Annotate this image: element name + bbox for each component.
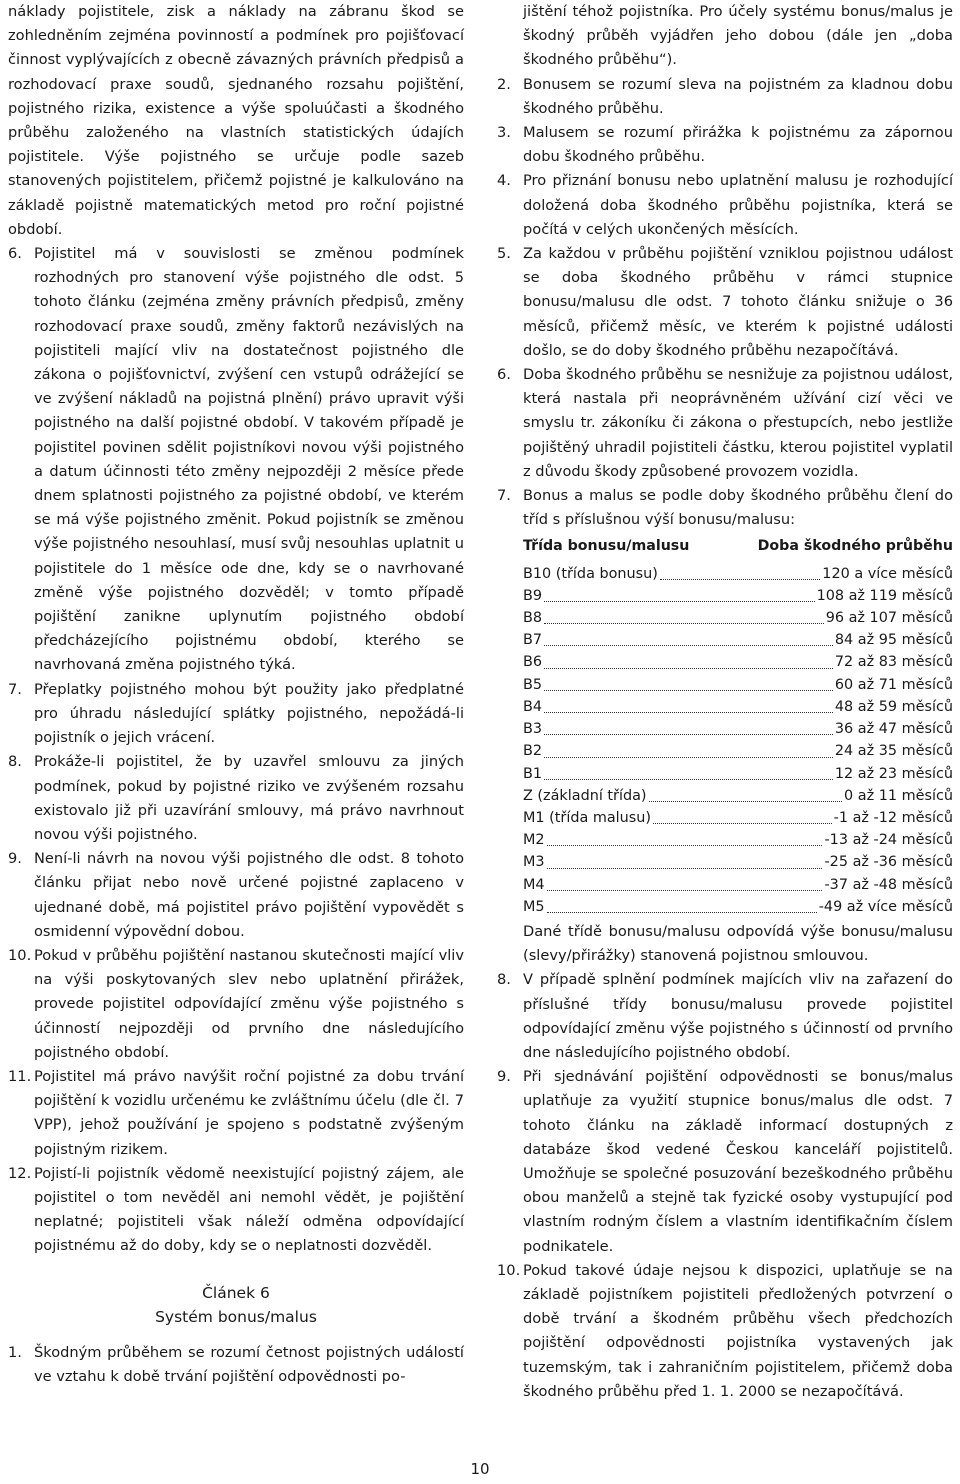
article-title: Článek 6 (202, 1283, 270, 1302)
item-number: 8. (8, 753, 22, 771)
item-text: Doba škodného průběhu se nesnižuje za pojistnou událost, která nastala při neoprávněném užívání cizí věci ve smyslu tr. zákoníku či zákona o přestupcích, nebo jestliže pojištěný uhradil pojistiteli částku, kterou pojistitel vyplatil z důvodu škody způsobené provozem vozidla. (523, 366, 953, 480)
item-number: 9. (8, 850, 22, 868)
period-cell: 84 až 95 měsíců (834, 632, 953, 649)
class-cell: B2 (523, 743, 543, 760)
class-cell: B1 (523, 765, 543, 782)
class-cell: B7 (523, 632, 543, 649)
item-text: Není-li návrh na novou výši pojistného dle odst. 8 tohoto článku přijat nebo nově určené pojistné zaplaceno v ujednané době, má pojistitel právo pojištění vypovědět s osmidenní výpovědní dobou. (34, 850, 464, 940)
table-row (523, 896, 953, 918)
dot-leader (544, 668, 833, 669)
dot-leader (544, 623, 824, 624)
period-cell: 60 až 71 měsíců (834, 676, 953, 693)
period-cell: 24 až 35 měsíců (834, 743, 953, 760)
item-text: Pokud takové údaje nejsou k dispozici, uplatňuje se na základě pojistníkem pojistiteli předložených potvrzení o době trvání a škodném průběhu všech předchozích pojištění odpovědnosti pojistníka vystavených jak tuzemským, tak i zahraničním pojistitelem, přičemž doba škodného průběhu před 1. 1. 2000 se nezapočítává. (523, 1261, 953, 1400)
class-cell: M5 (523, 898, 545, 915)
item-number: 5. (497, 245, 511, 263)
table-row (523, 785, 953, 807)
list-item (497, 169, 953, 242)
table-header (523, 534, 953, 558)
right-item-list-a (497, 73, 953, 533)
item-number: 4. (497, 172, 511, 190)
table-row (523, 607, 953, 629)
item-number: 7. (497, 487, 511, 505)
item-number: 6. (497, 366, 511, 384)
item-text: Za každou v průběhu pojištění vzniklou pojistnou událost se doba škodného průběhu v rámci stupnice bonusu/malusu dle odst. 7 tohoto článku snižuje o 36 měsíců, přičemž měsíc, ve kterém k pojistné události došlo, se do doby škodného průběhu nezapočítává. (523, 245, 953, 359)
dot-leader (547, 868, 823, 869)
item-text: Pojistitel má právo navýšit roční pojistné za dobu trvání pojištění k vozidlu určenému ke zvláštnímu účelu (dle čl. 7 VPP), jehož používání je spojeno s podstatně zvýšeným pojistným rizikem. (34, 1067, 464, 1158)
dot-leader (544, 779, 833, 780)
list-item (497, 1065, 953, 1259)
item-text: Pojistitel má v souvislosti se změnou podmínek rozhodných pro stanovení výše pojistného dle odst. 5 tohoto článku (zejména změny právních předpisů, změny rozhodovací praxe soudů, změny faktorů nezávislých na pojistiteli mající vliv na dostatečnost pojistného dle zákona o pojišťovnictví, zvýšení cen vstupů odrážející se ve zvýšení nákladů na pojistná plnění) právo upravit výši pojistného na další pojistné období. V takovém případě je pojistitel povinen sdělit pojistníkovi novou výši pojistného a datum účinnosti této změny nejpozději 2 měsíce přede dnem splatnosti pojistného za pojistné období, ve kterém se má výše pojistného změnit. Pokud pojistník se změnou výše pojistného nesouhlasí, musí svůj nesouhlas uplatnit u pojistitele do 1 měsíce ode dne, kdy se o navrhované změně výše pojistného dozvěděl; v tomto případě pojištění zanikne uplynutím pojistného období předcházejícího pojistnému období, kterého se navrhovaná změna pojistného týká. (34, 245, 464, 674)
item-text: Malusem se rozumí přirážka k pojistnému za zápornou dobu škodného průběhu. (523, 124, 953, 166)
list-item (8, 750, 464, 847)
dot-leader (547, 890, 823, 891)
period-cell: -13 až -24 měsíců (824, 832, 953, 849)
list-item (8, 1065, 464, 1162)
dot-leader (649, 801, 843, 802)
class-cell: M4 (523, 876, 545, 893)
period-cell: 120 a více měsíců (822, 565, 953, 582)
table-row (523, 651, 953, 673)
list-item (497, 242, 953, 363)
table-row (523, 563, 953, 585)
class-cell: B9 (523, 587, 543, 604)
period-cell: 72 až 83 měsíců (834, 654, 953, 671)
item-text: Bonus a malus se podle doby škodného průběhu člení do tříd s příslušnou výší bonusu/malusu: (523, 487, 953, 529)
table-row (523, 696, 953, 718)
list-item (497, 968, 953, 1065)
period-cell: 36 až 47 měsíců (834, 721, 953, 738)
table-rows (523, 563, 953, 918)
list-item (497, 73, 953, 121)
continued-paragraph: jištění téhož pojistníka. Pro účely systému bonus/malus je škodný průběh vyjádřen jeho dobou (dále jen „doba škodného průběhu“). (523, 3, 953, 69)
item-text: Škodným průběhem se rozumí četnost pojistných událostí ve vztahu k době trvání pojištění odpovědnosti po- (34, 1343, 464, 1386)
period-cell: -1 až -12 měsíců (833, 809, 953, 826)
item-text: Bonusem se rozumí sleva na pojistném za kladnou dobu škodného průběhu. (523, 75, 953, 117)
period-cell: -37 až -48 měsíců (824, 876, 953, 893)
item-number: 9. (497, 1068, 511, 1086)
dot-leader (660, 579, 820, 580)
dot-leader (547, 845, 823, 846)
list-item (8, 1341, 464, 1389)
item-number: 12. (8, 1164, 32, 1182)
left-column (8, 0, 464, 1389)
period-cell: 0 až 11 měsíců (844, 787, 953, 804)
period-cell: 12 až 23 měsíců (834, 765, 953, 782)
item-number: 1. (8, 1343, 22, 1361)
right-column (497, 0, 953, 1404)
page-number: 10 (470, 1460, 490, 1478)
table-row (523, 807, 953, 829)
item-number: 2. (497, 75, 511, 93)
period-cell: 108 až 119 měsíců (816, 587, 953, 604)
item-number: 11. (8, 1067, 32, 1085)
dot-leader (544, 712, 833, 713)
list-item (8, 1162, 464, 1259)
list-item (8, 678, 464, 751)
item-text: Přeplatky pojistného mohou být použity jako předplatné pro úhradu následující splátky pojistného, nepožádá-li pojistník o jejich vrácení. (34, 680, 464, 747)
item-number: 10. (497, 1261, 521, 1279)
table-row (523, 585, 953, 607)
item-text: V případě splnění podmínek majících vliv na zařazení do příslušné třídy bonusu/malusu provede pojistitel odpovídající změnu výše pojistného s účinností od prvního dne následujícího pojistného období. (523, 971, 953, 1061)
class-cell: M3 (523, 854, 545, 871)
table-note: Dané třídě bonusu/malusu odpovídá výše bonusu/malusu (slevy/přirážky) stanovená pojistnou smlouvou. (523, 922, 953, 965)
dot-leader (544, 757, 833, 758)
class-cell: M2 (523, 832, 545, 849)
class-cell: Z (základní třída) (523, 787, 647, 804)
item-text: Prokáže-li pojistitel, že by uzavřel smlouvu za jiných podmínek, pokud by pojistné riziko ve zvýšeném rozsahu existovalo již při uzavírání smlouvy, má právo navrhnout novou výši pojistného. (34, 753, 464, 843)
left-item-list (8, 242, 464, 1259)
article-subtitle: Systém bonus/malus (155, 1307, 317, 1326)
table-row (523, 718, 953, 740)
class-cell: B5 (523, 676, 543, 693)
item-text: Pro přiznání bonusu nebo uplatnění malusu je rozhodující doložená doba škodného průběhu pojistníka, která se počítá v celých ukončených měsících. (523, 172, 953, 238)
item-text: Při sjednávání pojištění odpovědnosti se bonus/malus uplatňuje za využití stupnice bonus/malus dle odst. 7 tohoto článku na základě informací dostupných z databáze škod vedené Českou kanceláří pojistitelů. Umožňuje se společné posuzování bezeškodného průběhu obou manželů a stejně tak fyzické osoby vystupující pod vlastním rodným číslem a vlastním identifikačním číslem podnikatele. (523, 1068, 953, 1255)
list-item (8, 847, 464, 944)
table-header-period: Doba škodného průběhu (757, 538, 953, 555)
list-item (497, 363, 953, 484)
period-cell: 96 až 107 měsíců (825, 610, 953, 627)
class-cell: B8 (523, 610, 543, 627)
intro-paragraph: náklady pojistitele, zisk a náklady na zábranu škod se zohledněním zejména povinností a podmínek pro pojišťovací činnost vyplývajících z obecně závazných právních předpisů a rozhodovací praxe soudů, sjednaného rozsahu pojištění, pojistného rizika, existence a výše spoluúčasti a škodného průběhu založeného na vlastních statistických údajích pojistitele. Výše pojistného se určuje podle sazeb stanovených pojistitelem, přičemž pojistné je kalkulováno na základě pojistně matematických metod pro roční pojistné období. (8, 3, 464, 238)
table-row (523, 763, 953, 785)
dot-leader (653, 823, 832, 824)
list-item (497, 121, 953, 169)
class-cell: B6 (523, 654, 543, 671)
table-row (523, 629, 953, 651)
period-cell: -25 až -36 měsíců (824, 854, 953, 871)
table-header-class: Třída bonusu/malusu (523, 538, 690, 555)
table-row (523, 829, 953, 851)
class-cell: B4 (523, 698, 543, 715)
dot-leader (544, 645, 833, 646)
item-number: 3. (497, 124, 511, 142)
list-item (497, 1259, 953, 1404)
class-cell: M1 (třída malusu) (523, 809, 652, 826)
class-cell: B10 (třída bonusu) (523, 565, 658, 582)
list-item (8, 242, 464, 678)
item-number: 6. (8, 245, 22, 263)
bonus-malus-table (497, 534, 953, 917)
period-cell: -49 až více měsíců (818, 898, 953, 915)
list-item (497, 484, 953, 532)
item-number: 8. (497, 971, 511, 989)
item-text: Pokud v průběhu pojištění nastanou skutečnosti mající vliv na výši poskytovaných slev nebo uplatnění přirážek, provede pojistitel odpovídající změnu výše pojistného s účinností nejpozději od prvního dne následujícího pojistného období. (34, 946, 464, 1061)
dot-leader (547, 912, 817, 913)
table-row (523, 874, 953, 896)
period-cell: 48 až 59 měsíců (834, 698, 953, 715)
dot-leader (544, 690, 833, 691)
item-text: Pojistí-li pojistník vědomě neexistující pojistný zájem, ale pojistitel o tom nevěděl ani nemohl vědět, je pojištění neplatné; pojistiteli však náleží odměna odpovídající pojistnému až do doby, kdy se o neplatnosti dozvěděl. (34, 1164, 464, 1255)
class-cell: B3 (523, 721, 543, 738)
list-item (8, 944, 464, 1065)
right-item-list-b (497, 968, 953, 1404)
table-row (523, 851, 953, 873)
table-row (523, 674, 953, 696)
dot-leader (544, 601, 815, 602)
item-number: 10. (8, 946, 32, 964)
item-number: 7. (8, 680, 22, 698)
table-row (523, 740, 953, 762)
dot-leader (544, 734, 833, 735)
